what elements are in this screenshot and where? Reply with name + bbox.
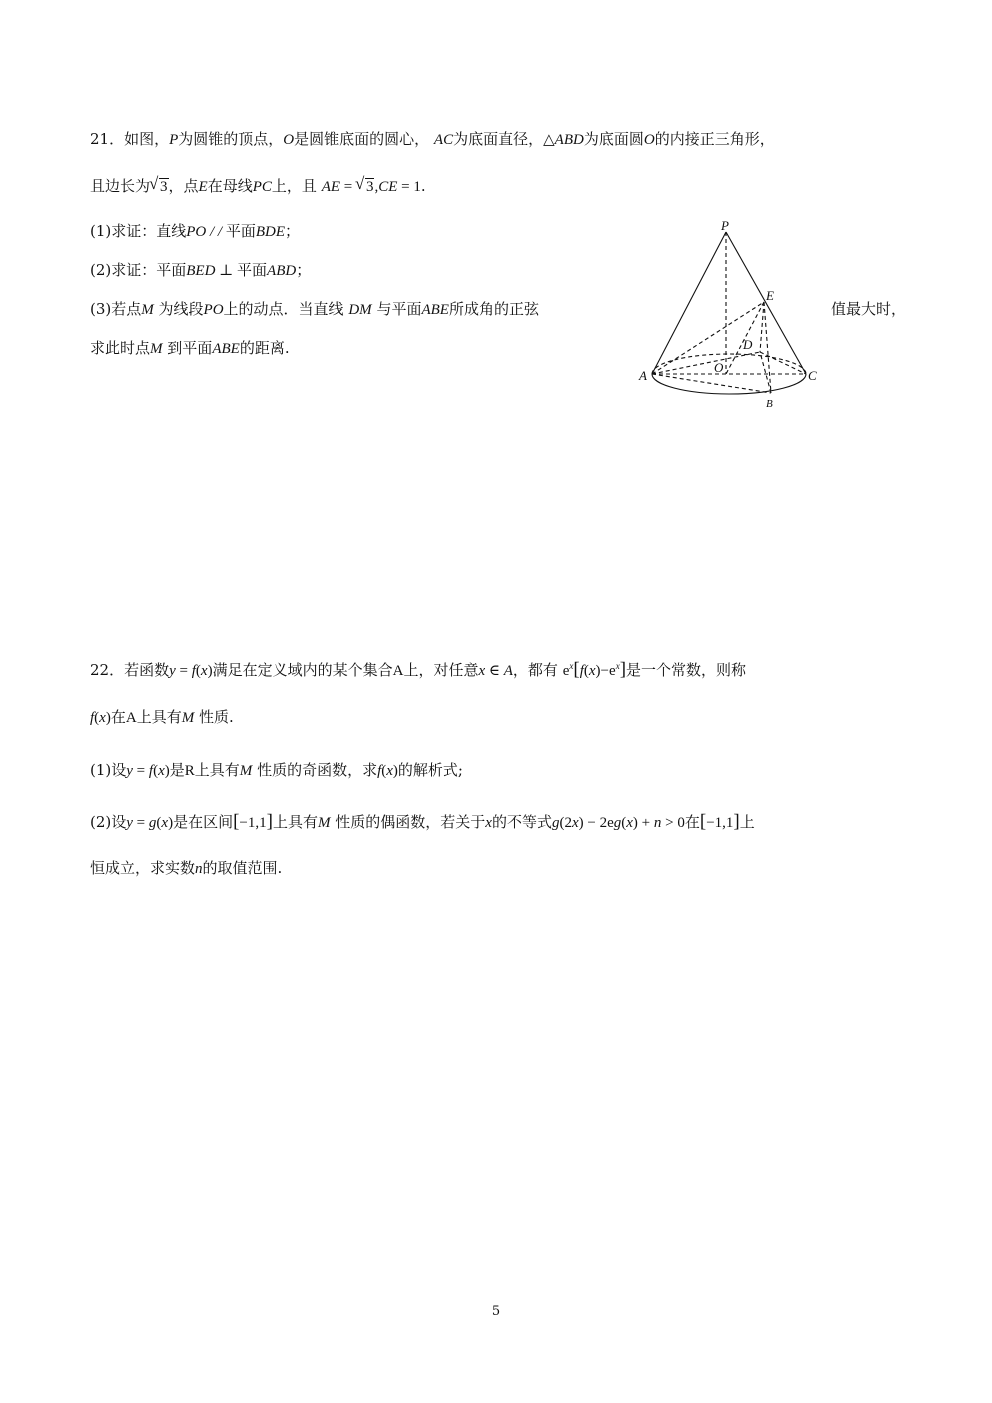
edge-PC <box>726 232 806 374</box>
q22-part-2: (2)设y = g(x)是在区间[−1,1]上具有M 性质的偶函数，若关于x的不等式g(2x) − 2eg(x) + n > 0在[−1,1]上 <box>90 811 755 832</box>
label-C: C <box>808 368 817 383</box>
q21-line-1: 21．如图，P为圆锥的顶点，O是圆锥底面的圆心， AC为底面直径，△ABD为底面圆O的内接正三角形， <box>90 130 775 148</box>
q22-line-2: f(x)在A上具有M 性质. <box>90 708 234 726</box>
label-B: B <box>766 398 773 410</box>
q22-part-2-line-2: 恒成立，求实数n的取值范围. <box>90 859 283 877</box>
edge-PA <box>652 232 726 374</box>
q22-line-1: 22．若函数y = f(x)满足在定义域内的某个集合A上，对任意x ∈ A，都有 $e^x[f(x)-e^x]$是一个常数，则称 <box>90 659 747 680</box>
label-O: O <box>714 360 724 375</box>
label-A: A <box>639 368 647 383</box>
q21-part-2: (2)求证：平面BED ⊥ 平面ABD； <box>90 261 312 279</box>
q21-part-3-continued: 值最大时， <box>831 300 907 318</box>
q21-line-2: 且边长为√ 3，点E在母线PC上，且 AE = √ 3,CE = 1. <box>90 176 426 197</box>
label-D: D <box>743 337 753 352</box>
label-P: P <box>721 218 729 233</box>
q22-part-1: (1)设y = f(x)是R上具有M 性质的奇函数，求f(x)的解析式; <box>90 761 463 779</box>
page-number: 5 <box>491 1304 501 1319</box>
segment-DC <box>760 352 806 374</box>
label-E: E <box>766 288 774 303</box>
q21-part-3-line-2: 求此时点M 到平面ABE的距离. <box>90 339 290 357</box>
sqrt-symbol: √ 3 <box>356 177 375 197</box>
cone-figure <box>630 218 830 413</box>
segment-AB <box>652 374 771 393</box>
base-front-arc <box>652 374 806 394</box>
base-back-arc <box>652 354 806 374</box>
sqrt-symbol: √ 3 <box>150 177 169 197</box>
q21-part-1: (1)求证：直线PO / / 平面BDE； <box>90 222 301 240</box>
q21-part-3: (3)若点M 为线段PO上的动点．当直线 DM 与平面ABE所成角的正弦 <box>90 300 539 318</box>
